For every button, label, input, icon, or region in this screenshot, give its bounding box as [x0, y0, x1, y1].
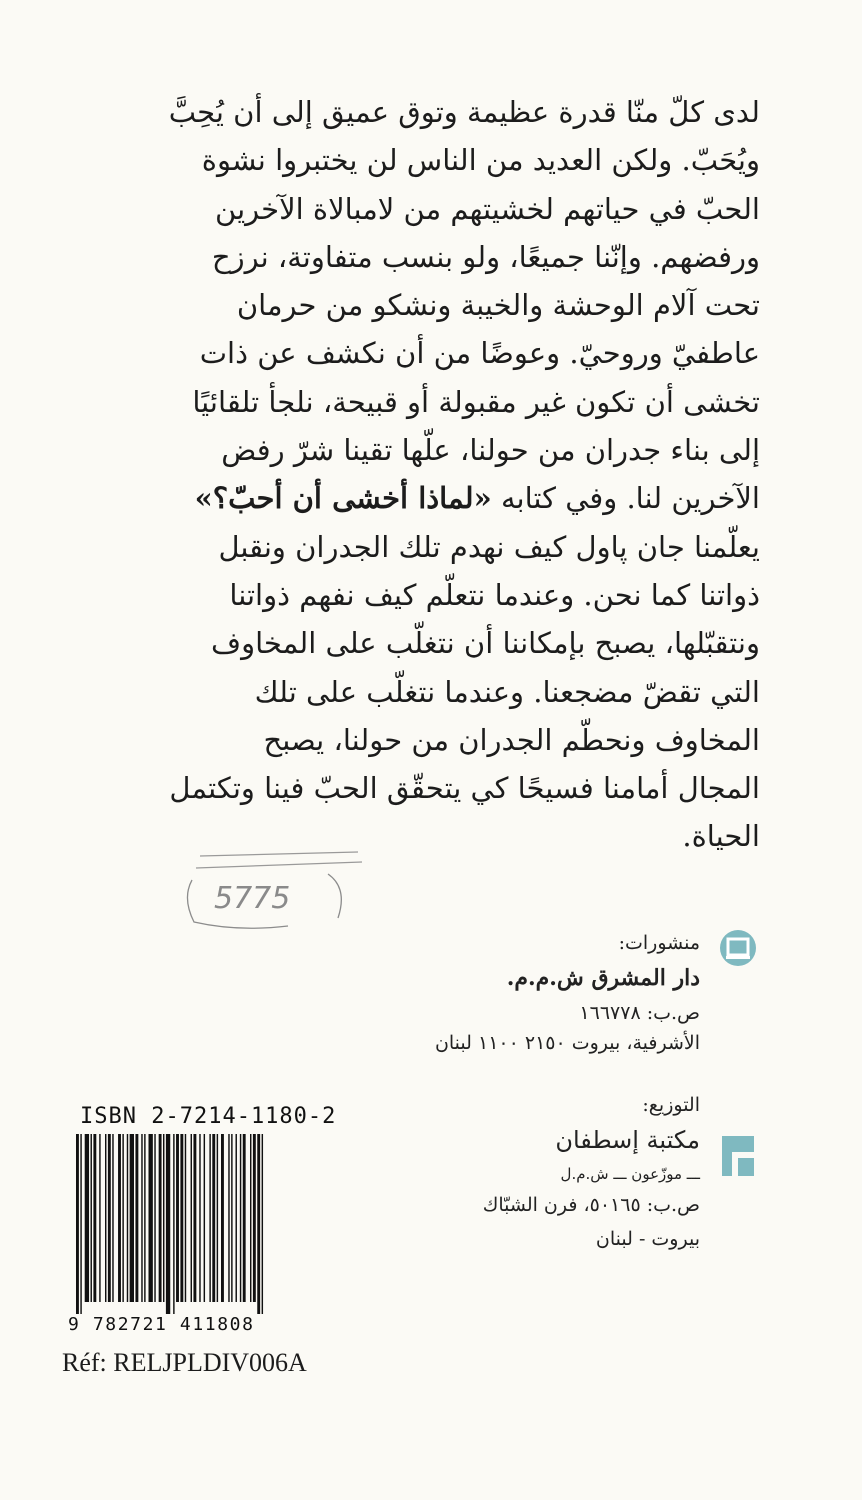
blurb-line: لدى كلّ منّا قدرة عظيمة وتوق عميق إلى أن يُحِبَّ: [168, 95, 760, 129]
barcode-bar: [154, 1134, 155, 1302]
distribution-label: التوزيع:: [642, 1094, 700, 1116]
barcode-bar: [191, 1134, 192, 1302]
publisher-info: [370, 928, 700, 1058]
library-stamp: [178, 848, 378, 938]
barcode-block: [64, 1104, 337, 1340]
blurb-line: التي تقضّ مضجعنا. وعندما نتغلّب على تلك: [254, 674, 760, 709]
blurb-line-with-title: [140, 474, 760, 522]
reference-code: Réf: RELJPLDIV006A: [62, 1348, 307, 1377]
barcode-bar: [240, 1134, 241, 1302]
barcode-bar: [185, 1134, 186, 1302]
barcode-bar: [262, 1134, 263, 1314]
blurb-text: [140, 88, 760, 861]
barcode-bar: [163, 1134, 164, 1302]
distributor-city: بيروت - لبنان: [595, 1228, 700, 1250]
barcode-bar: [112, 1134, 113, 1302]
barcode-bar: [180, 1134, 183, 1302]
blurb-line: تخشى أن تكون غير مقبولة أو قبيحة، نلجأ تلقائيًا: [192, 384, 760, 419]
blurb-line: يعلّمنا جان پاول كيف نهدم تلك الجدران ونقبل: [218, 529, 760, 564]
barcode-bar: [105, 1134, 106, 1302]
barcode-bar: [108, 1134, 111, 1302]
barcode-bar: [221, 1134, 224, 1302]
barcode-bar: [199, 1134, 200, 1302]
barcode-bar: [228, 1134, 229, 1302]
blurb-line: المخاوف ونحطّم الجدران من حولنا، يصبح: [263, 722, 760, 757]
barcode-bar: [253, 1134, 256, 1302]
barcode-bar: [173, 1134, 174, 1314]
publisher-po-box: ص.ب: ١٦٦٧٧٨: [579, 1002, 700, 1024]
barcode-bar: [257, 1134, 260, 1314]
barcode-bar: [141, 1134, 142, 1302]
publisher-label: منشورات:: [618, 932, 700, 954]
blurb-line: المجال أمامنا فسيحًا كي يتحقّق الحبّ فينا وتكتمل: [169, 771, 760, 806]
barcode-bar: [127, 1134, 128, 1302]
blurb-line: الآخرين لنا. وفي كتابه: [500, 481, 760, 516]
barcode-bar: [176, 1134, 179, 1302]
stamp-number: 5775: [214, 881, 291, 916]
blurb-line: عاطفيّ وروحيّ. وعوضًا من أن نكشف عن ذات: [199, 336, 760, 371]
barcode-bar: [212, 1134, 215, 1302]
barcode-bar: [122, 1134, 123, 1302]
blurb-line: ورفضهم. وإنّنا جميعًا، ولو بنسب متفاوتة، نرزح: [211, 239, 760, 274]
barcode-bar: [209, 1134, 210, 1302]
barcode-bar: [118, 1134, 121, 1302]
distributor-tag: ـــ موزّعون ـــ ش.م.ل: [560, 1165, 700, 1183]
barcode-bar: [144, 1134, 145, 1302]
barcode-bar: [91, 1134, 92, 1302]
barcode-bar: [250, 1134, 251, 1302]
barcode-bar: [76, 1134, 79, 1314]
barcode-bar: [217, 1134, 218, 1302]
distributor-name: مكتبة إسطفان: [555, 1126, 700, 1154]
barcode-bar: [159, 1134, 162, 1302]
distribution-info: [400, 1090, 700, 1256]
isbn-label: ISBN 2-7214-1180-2: [80, 1104, 337, 1129]
barcode-bar: [204, 1134, 205, 1302]
barcode-bar: [135, 1134, 138, 1302]
barcode-bar: [149, 1134, 153, 1302]
blurb-line: ويُحَبّ. ولكن العديد من الناس لن يختبروا نشوة: [201, 143, 760, 178]
librairie-stephan-logo-icon: [718, 1132, 758, 1180]
book-title: «لماذا أخشى أن أحبّ؟»: [194, 481, 492, 516]
blurb-line: الحياة.: [682, 819, 760, 854]
barcode-bar: [166, 1134, 170, 1314]
barcode-bar: [193, 1134, 196, 1302]
blurb-line: الحبّ في حياتهم لخشيتهم من لامبالاة الآخرين: [215, 191, 760, 226]
distributor-po-box: ص.ب: ٥٠١٦٥، فرن الشبّاك: [482, 1194, 700, 1216]
barcode-bars: [74, 1134, 330, 1314]
barcode-bar: [99, 1134, 100, 1302]
barcode-bar: [80, 1134, 81, 1314]
blurb-line: ذواتنا كما نحن. وعندما نتعلّم كيف نفهم ذواتنا: [229, 577, 760, 612]
dar-el-machreq-logo-icon: [718, 928, 758, 968]
barcode-bar: [130, 1134, 134, 1302]
barcode-bar: [231, 1134, 232, 1302]
barcode-bar: [243, 1134, 246, 1302]
barcode-digits: 9 782721 411808: [68, 1314, 255, 1335]
barcode-bar: [93, 1134, 96, 1302]
blurb-line: تحت آلام الوحشة والخيبة ونشكو من حرمان: [236, 288, 760, 323]
barcode-bar: [85, 1134, 89, 1302]
barcode-bar: [236, 1134, 237, 1302]
blurb-line: إلى بناء جدران من حولنا، علّها تقينا شرّ رفض: [221, 433, 760, 468]
publisher-name: دار المشرق ش.م.م.: [506, 965, 700, 991]
blurb-line: ونتقبّلها، يصبح بإمكاننا أن نتغلّب على المخاوف: [211, 626, 760, 661]
publisher-address: الأشرفية، بيروت ٢١٥٠ ١١٠٠ لبنان: [434, 1032, 700, 1054]
